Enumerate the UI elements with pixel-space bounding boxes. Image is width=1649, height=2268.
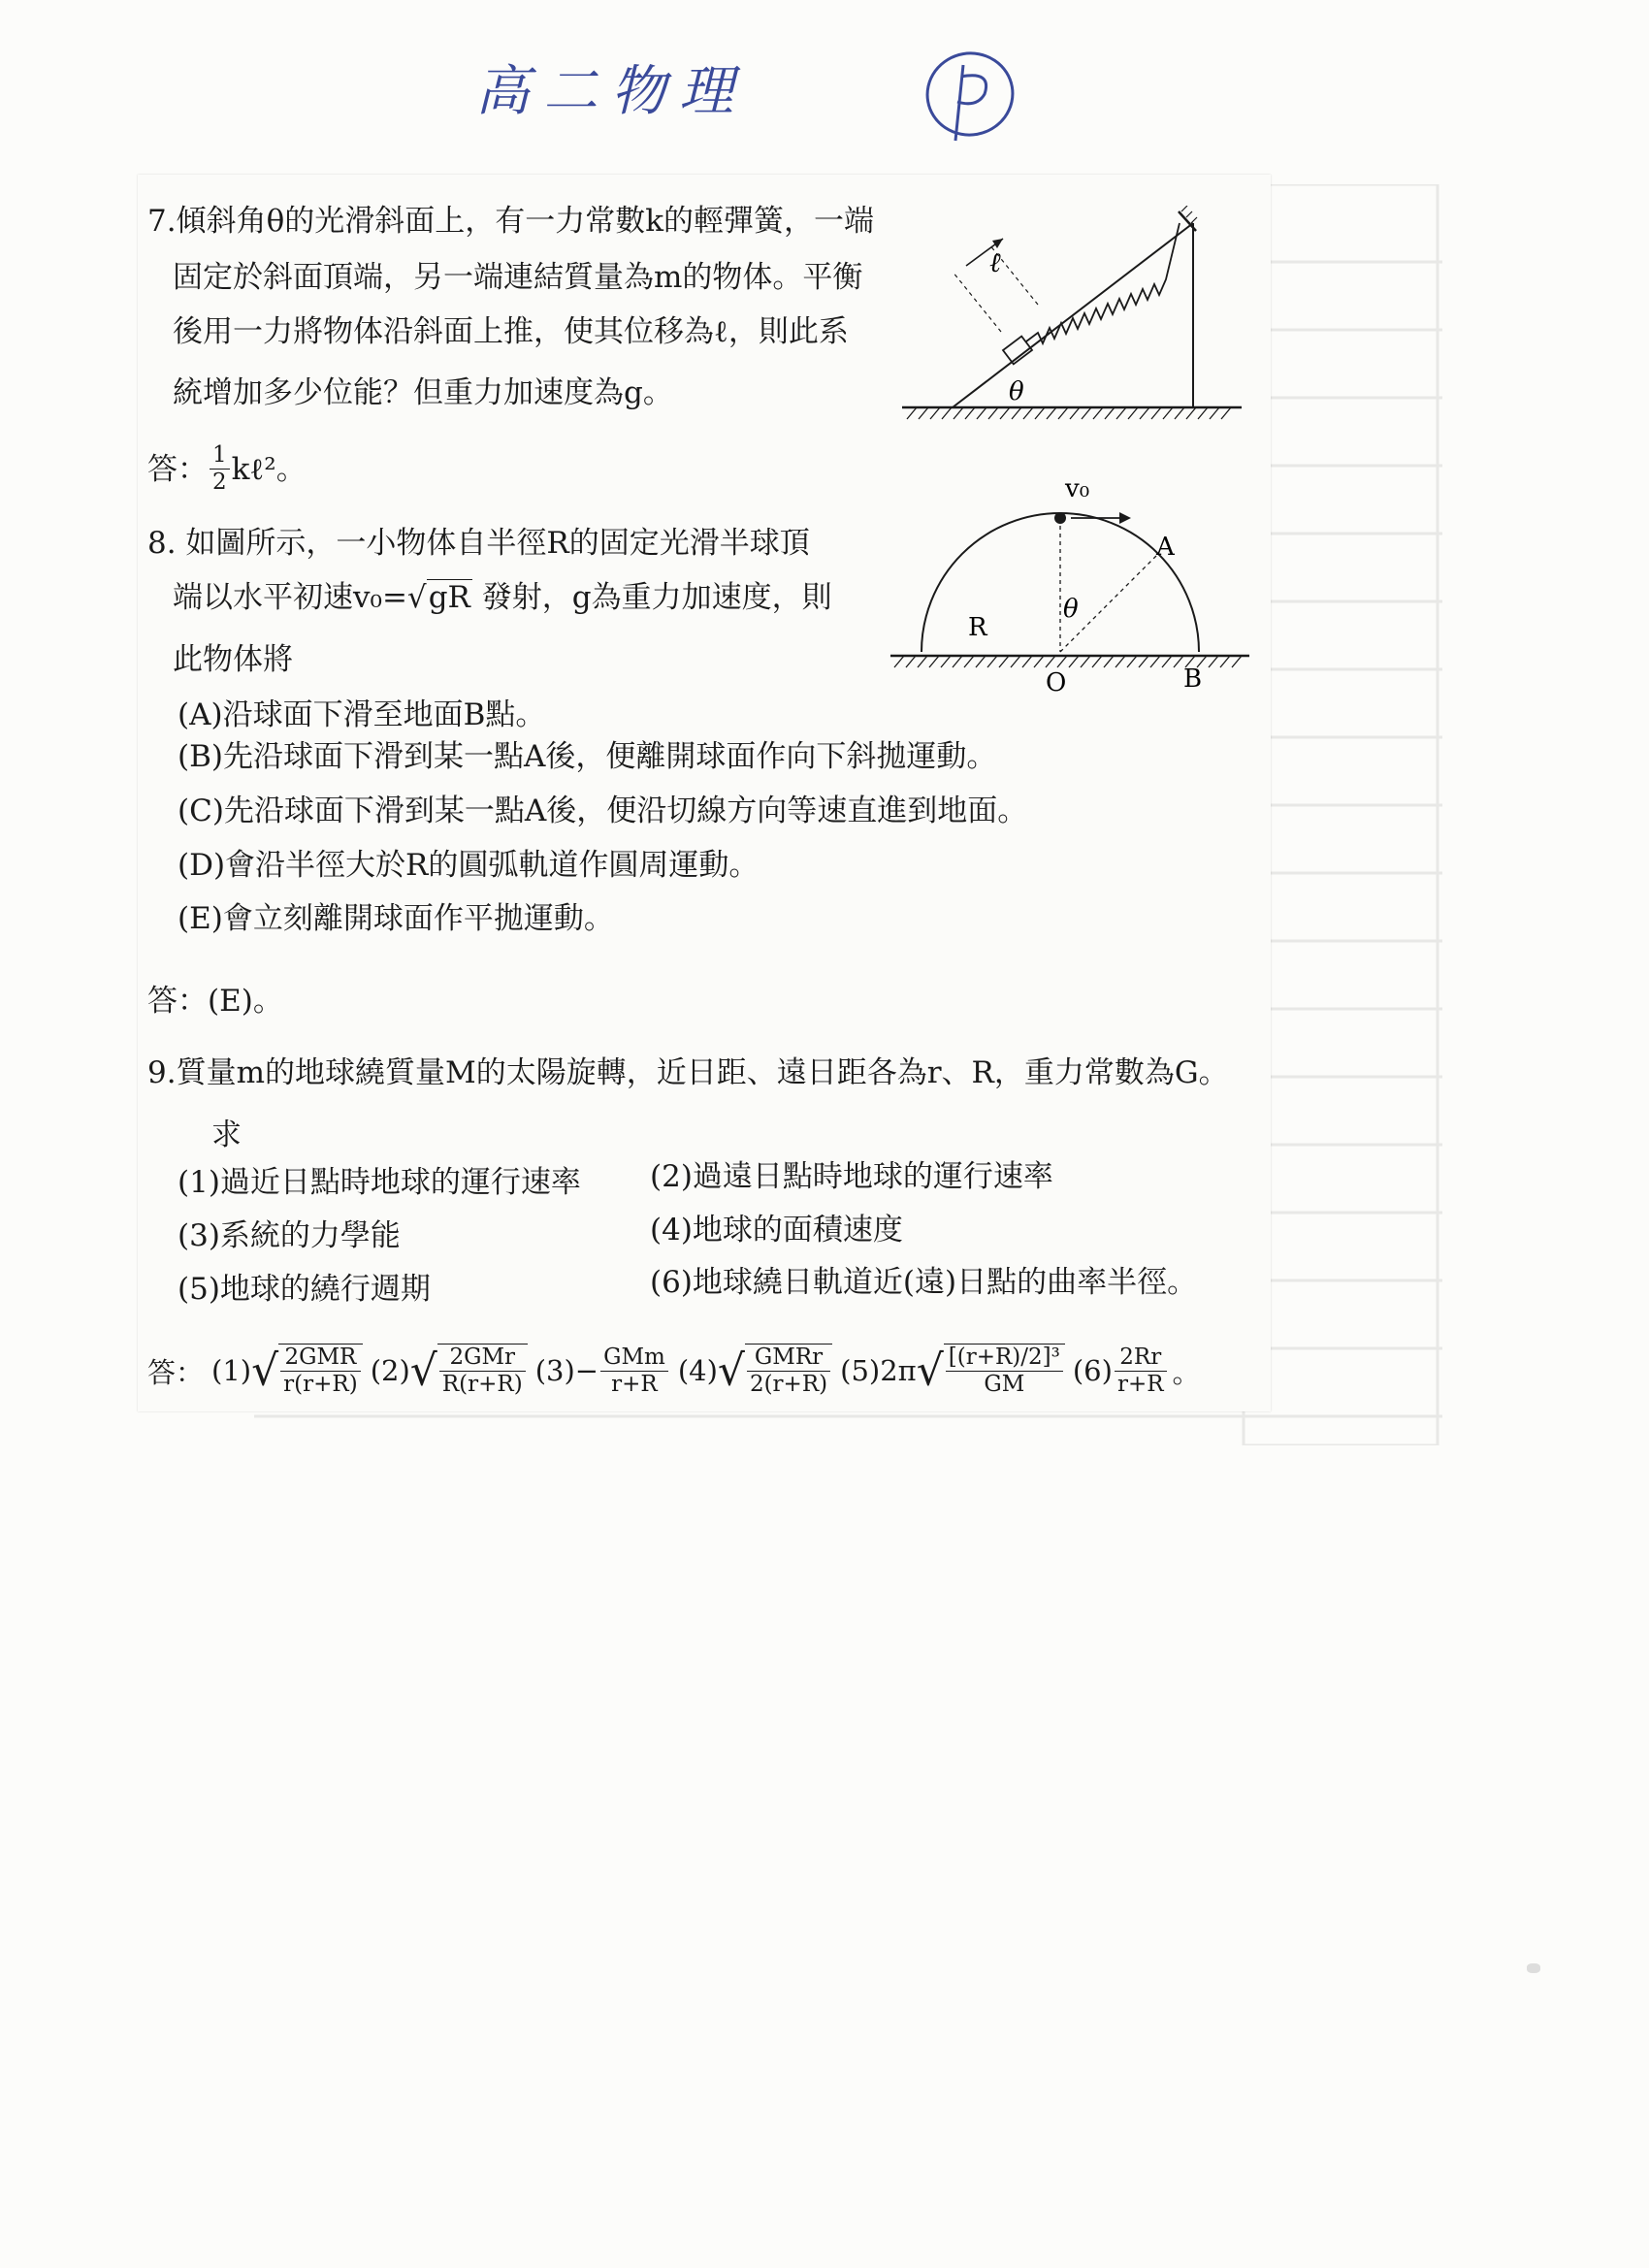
fraction-denominator: r+R [1116, 1371, 1164, 1397]
sqrt-gR: gR [428, 580, 470, 615]
part-3-label: (3)− [534, 1354, 599, 1387]
fraction-denominator: r(r+R) [283, 1372, 358, 1397]
fraction-denominator: r+R [611, 1371, 658, 1397]
handwritten-title: 高二物理 [475, 60, 747, 123]
part-5-label: (5)2π [840, 1354, 917, 1387]
q7-line-4: 統增加多少位能？但重力加速度為g。 [173, 375, 673, 410]
sqrt-sign: √ [406, 580, 427, 615]
theta-label: θ [1009, 377, 1024, 406]
ell-label: ℓ [989, 246, 1001, 278]
handwritten-p-mark [917, 44, 1023, 150]
point-b-label: B [1183, 664, 1203, 694]
fraction-numerator: GMm [600, 1345, 668, 1372]
fraction-numerator: 2GMr [439, 1345, 526, 1372]
answer-label: 答： [147, 451, 208, 487]
answer-part-1 [211, 1344, 363, 1398]
q8-option-d: (D)會沿半徑大於R的圓弧軌道作圓周運動。 [178, 848, 760, 883]
q9-answer [147, 1327, 1201, 1414]
part-4-label: (4) [677, 1354, 718, 1387]
q9-item-4: (4)地球的面積速度 [650, 1213, 903, 1247]
q8-option-a: (A)沿球面下滑至地面B點。 [178, 697, 546, 732]
fraction-numerator: GMRr [747, 1345, 830, 1372]
q9-line-2: 求 [211, 1118, 242, 1152]
hemisphere-diagram [890, 466, 1249, 698]
q8-option-b: (B)先沿球面下滑到某一點A後，便離開球面作向下斜拋運動。 [178, 739, 997, 774]
point-a-label: A [1156, 533, 1175, 562]
answer-part-4 [678, 1344, 832, 1398]
part-1-label: (1) [211, 1354, 252, 1387]
q8-option-c: (C)先沿球面下滑到某一點A後，便沿切線方向等速直進到地面。 [178, 794, 1028, 828]
answer-expression: kℓ²。 [231, 451, 307, 487]
object-dot [1054, 512, 1066, 524]
fraction-numerator: 2GMR [280, 1345, 361, 1372]
answer-part-6 [1073, 1345, 1169, 1398]
q7-line-3: 後用一力將物体沿斜面上推，使其位移為ℓ，則此系 [173, 314, 849, 349]
fraction-numerator: 2Rr [1115, 1345, 1167, 1372]
theta-angle-label: θ [1063, 595, 1079, 624]
answer-end-mark: 。 [1172, 1355, 1201, 1389]
sqrt-sign: √ [916, 1345, 944, 1396]
fraction-denominator: R(r+R) [441, 1372, 523, 1397]
q8-answer: 答：(E)。 [147, 984, 283, 1019]
scan-speck [1527, 1963, 1540, 1973]
fraction-numerator: 1 [210, 442, 230, 470]
q8-option-e: (E)會立刻離開球面作平拋運動。 [178, 901, 614, 936]
q8-line-1: 8. 如圖所示，一小物体自半徑R的固定光滑半球頂 [147, 526, 810, 561]
q7-line-2: 固定於斜面頂端，另一端連結質量為m的物体。平衡 [173, 260, 863, 295]
half-fraction [210, 442, 230, 496]
q9-item-6: (6)地球繞日軌道近(遠)日點的曲率半徑。 [650, 1265, 1198, 1300]
q8-line-2-start: 端以水平初速v₀= [173, 580, 407, 615]
radius-label: R [968, 613, 987, 642]
part-2-label: (2) [370, 1354, 410, 1387]
fraction-denominator: 2(r+R) [749, 1372, 828, 1397]
answer-label: 答： [147, 1355, 205, 1389]
sqrt-sign: √ [251, 1345, 279, 1396]
answer-part-5 [840, 1344, 1065, 1398]
fraction-denominator: GM [984, 1372, 1025, 1397]
fraction-numerator: [(r+R)/2]³ [946, 1345, 1063, 1372]
incline-spring-diagram [902, 206, 1242, 427]
sqrt-sign: √ [717, 1345, 745, 1396]
q9-item-1: (1)過近日點時地球的運行速率 [178, 1165, 581, 1200]
q7-line-1: 7.傾斜角θ的光滑斜面上，有一力常數k的輕彈簧，一端 [147, 204, 875, 239]
q9-item-5: (5)地球的繞行週期 [178, 1272, 431, 1307]
q8-line-2 [173, 578, 832, 617]
answer-part-2 [371, 1344, 528, 1398]
point-o-label: O [1046, 668, 1067, 697]
q8-line-2-end: 發射，g為重力加速度，則 [471, 580, 832, 615]
q9-line-1: 9.質量m的地球繞質量M的太陽旋轉，近日距、遠日距各為r、R，重力常數為G。 [147, 1055, 1229, 1090]
v0-label: v₀ [1065, 474, 1090, 503]
answer-part-3 [535, 1345, 670, 1398]
q9-item-3: (3)系統的力學能 [178, 1218, 401, 1253]
sqrt-sign: √ [409, 1345, 437, 1396]
q7-answer [147, 442, 307, 496]
part-6-label: (6) [1072, 1354, 1113, 1387]
q9-item-2: (2)過遠日點時地球的運行速率 [650, 1159, 1053, 1194]
fraction-denominator: 2 [212, 470, 227, 495]
q8-line-3: 此物体將 [173, 642, 293, 677]
